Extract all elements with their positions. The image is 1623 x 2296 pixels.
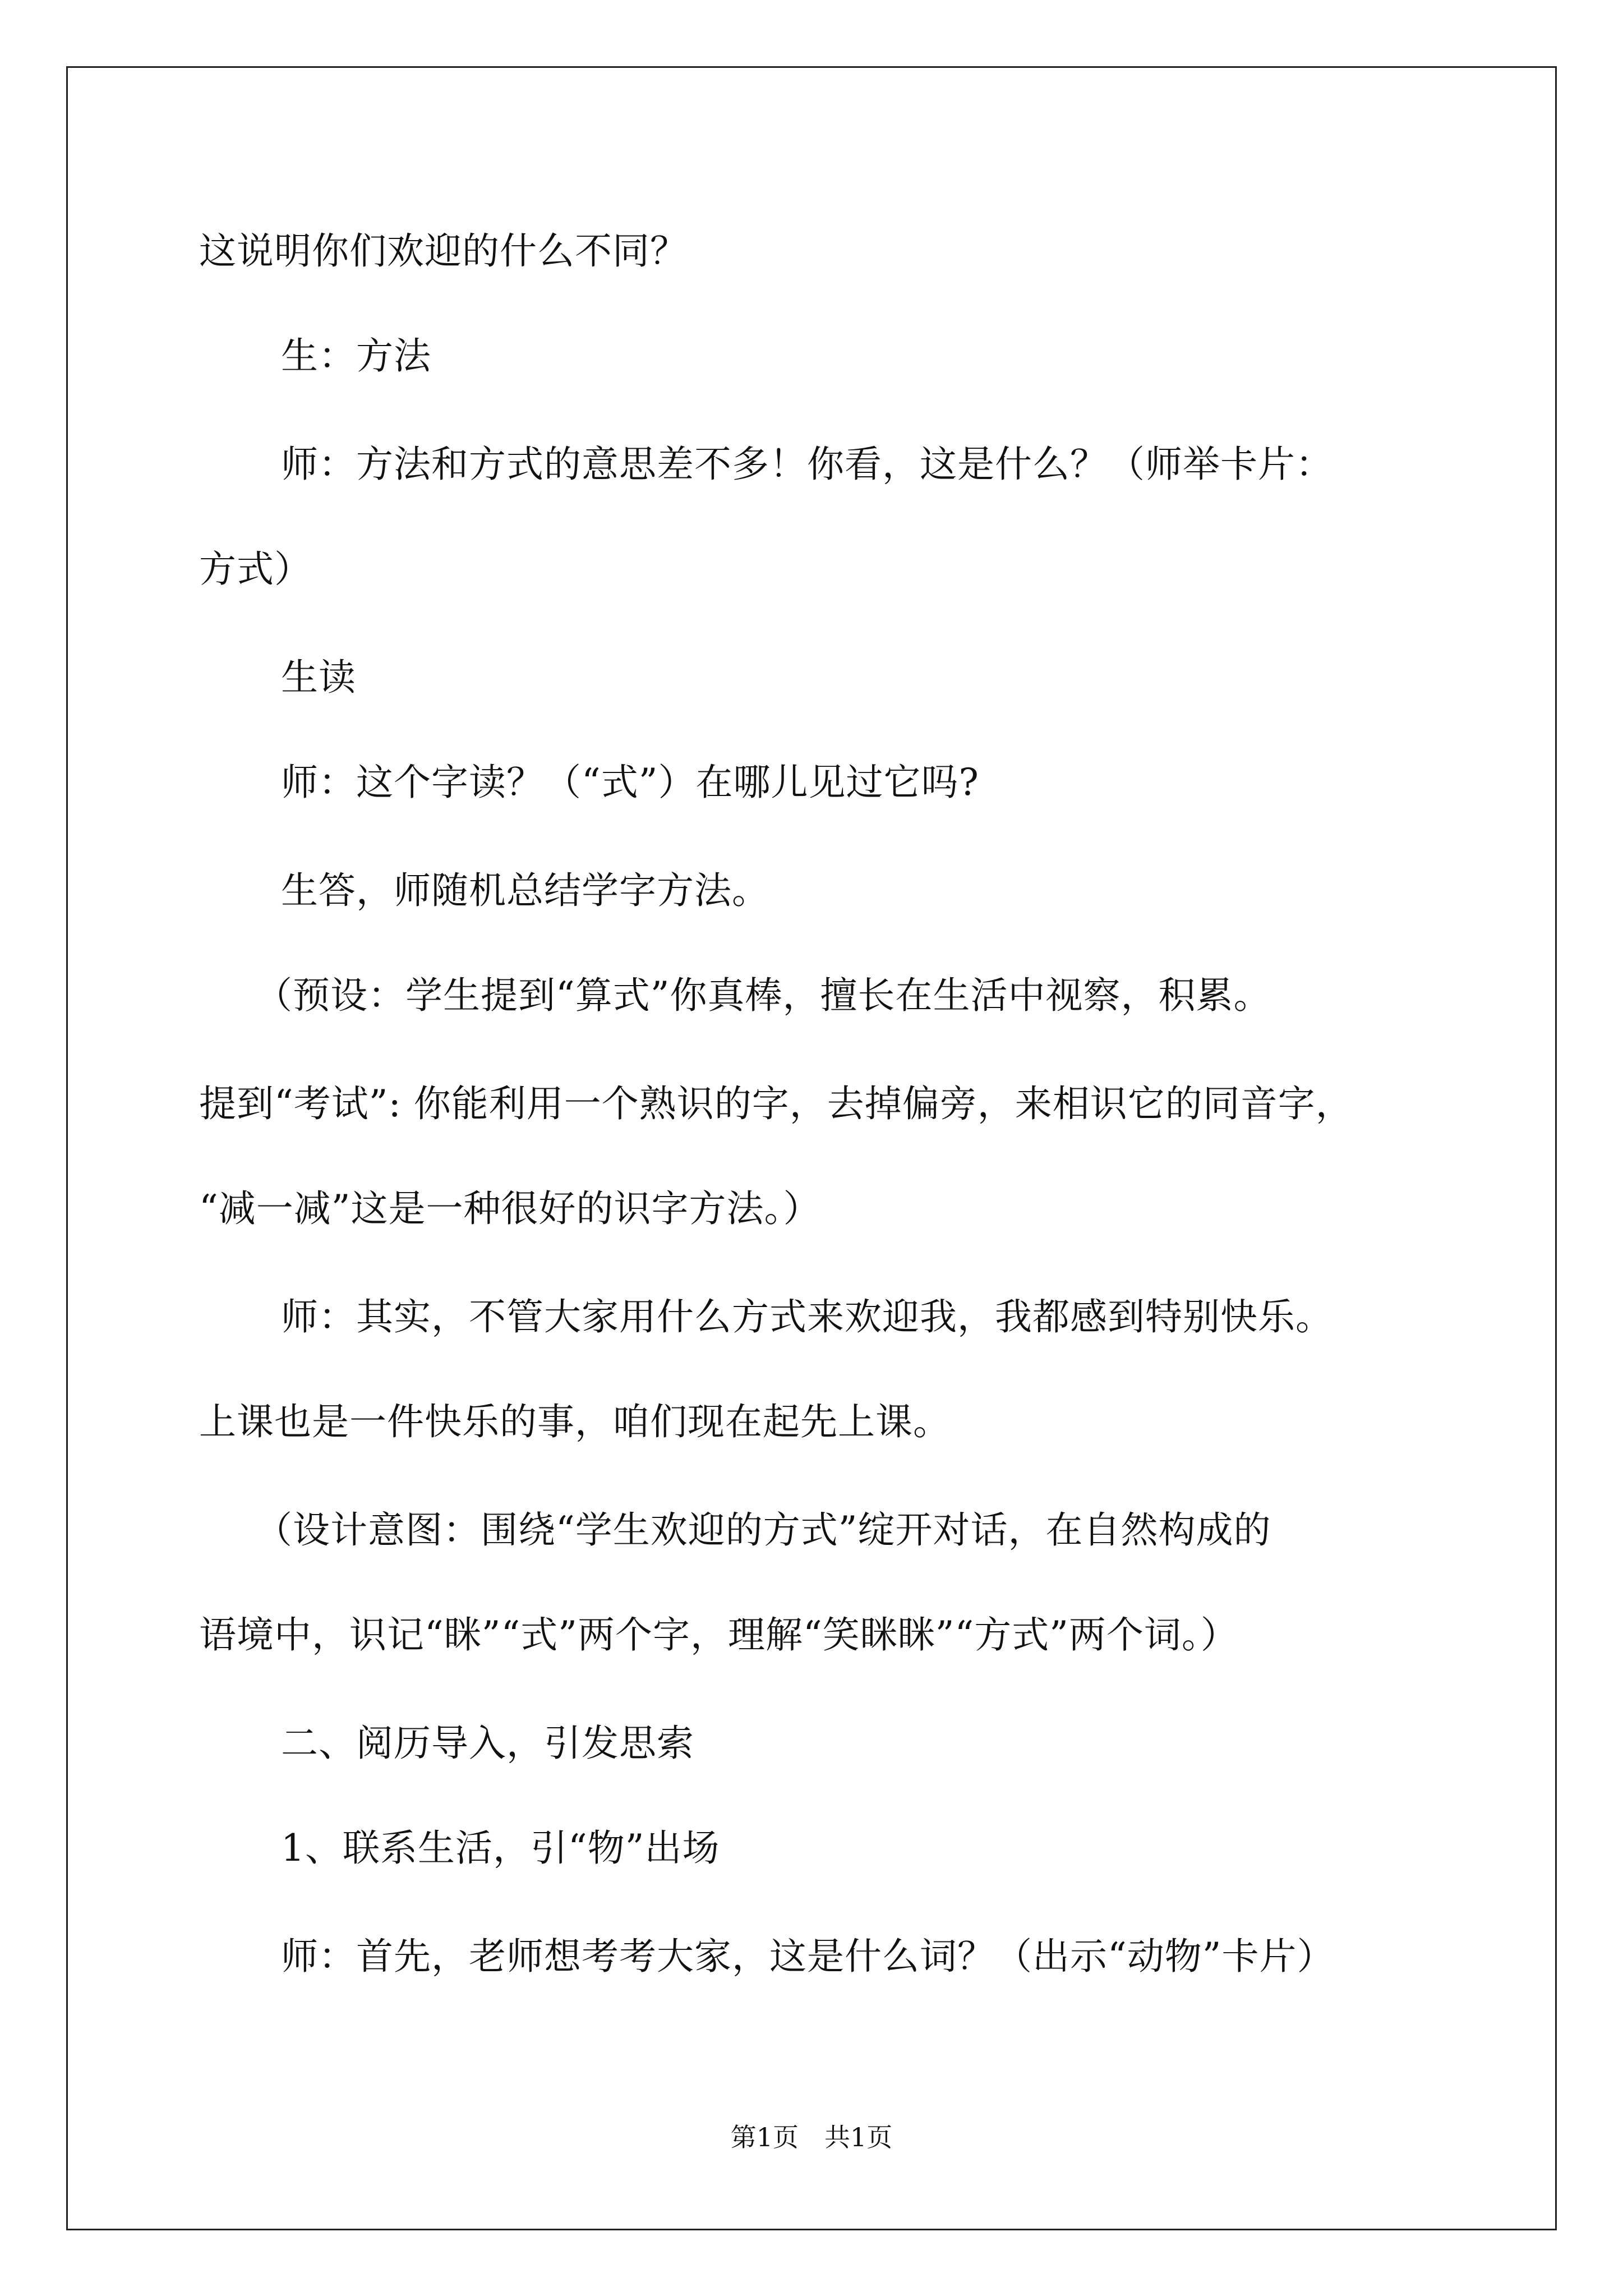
paragraph-line-8: （预设：学生提到“算式”你真棒，擅长在生活中视察，积累。 — [255, 974, 1271, 1017]
paragraph-line-6: 师：这个字读？（“式”）在哪儿见过它吗? — [281, 761, 979, 804]
paragraph-line-14: 语境中，识记“眯”“式”两个字，理解“笑眯眯”“方式”两个词。） — [199, 1613, 1238, 1657]
paragraph-line-13: （设计意图：围绕“学生欢迎的方式”绽开对话，在自然构成的 — [255, 1508, 1271, 1552]
paragraph-line-11: 师：其实，不管大家用什么方式来欢迎我，我都感到特别快乐。 — [281, 1295, 1333, 1338]
page-border — [66, 66, 1557, 2230]
paragraph-line-17: 师：首先，老师想考考大家，这是什么词？（出示“动物”卡片） — [281, 1935, 1335, 1978]
paragraph-line-15: 二、阅历导入，引发思索 — [281, 1722, 694, 1765]
paragraph-line-3: 师：方法和方式的意思差不多！你看，这是什么？（师举卡片： — [281, 443, 1333, 486]
paragraph-line-1: 这说明你们欢迎的什么不同？ — [199, 229, 688, 273]
paragraph-line-7: 生答，师随机总结学字方法。 — [281, 869, 769, 912]
page-number-footer: 第1页 共1页 — [730, 2122, 893, 2152]
paragraph-line-16: 1、联系生活，引“物”出场 — [281, 1826, 720, 1870]
paragraph-line-10: “减一减”这是一种很好的识字方法。） — [199, 1187, 821, 1230]
paragraph-line-2: 生：方法 — [281, 334, 431, 378]
paragraph-line-12: 上课也是一件快乐的事，咱们现在起先上课。 — [199, 1400, 951, 1443]
paragraph-line-5: 生读 — [281, 656, 356, 699]
paragraph-line-9: 提到“考试”: 你能利用一个熟识的字，去掉偏旁，来相识它的同音字， — [199, 1082, 1353, 1125]
paragraph-line-4: 方式） — [199, 547, 312, 591]
